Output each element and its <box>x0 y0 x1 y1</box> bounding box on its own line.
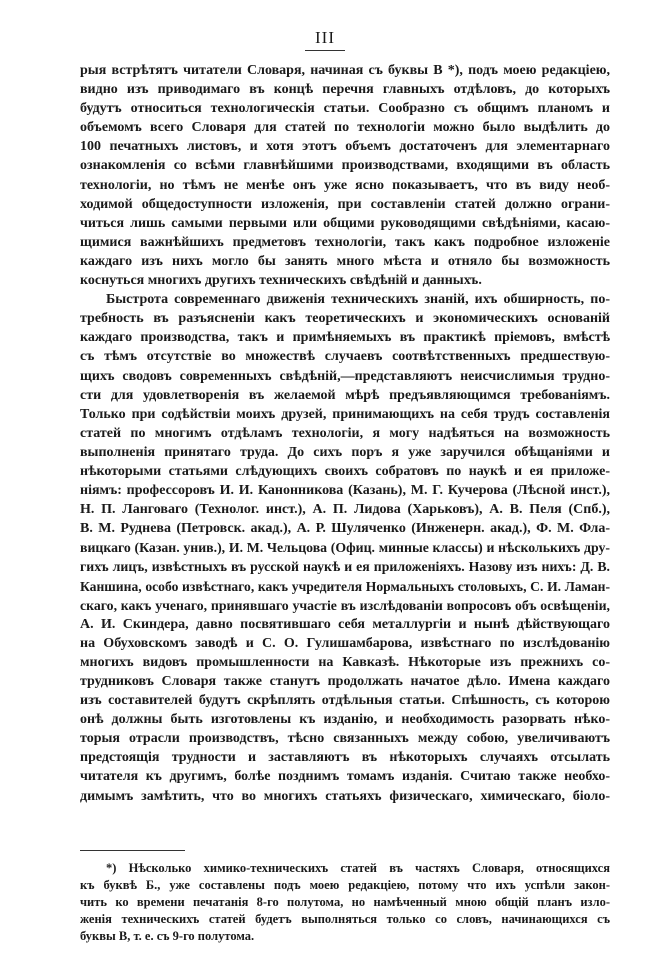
text-line: статей по многимъ отдѣламъ технологіи, я могу надѣяться на возможность <box>80 425 610 441</box>
text-line: на Обуховскомъ заводѣ и С. О. Гулишамбарова, извѣстнаго по изслѣдованію <box>80 635 610 651</box>
text-line: ніямъ: профессоровъ И. И. Канонникова (Казань), М. Г. Кучерова (Лѣсной инст.), <box>80 483 610 499</box>
text-line: Н. П. Ланговаго (Технолог. инст.), А. П. Лидова (Харьковъ), А. В. Пеля (Спб.), <box>80 502 610 518</box>
text-line: требность въ разъясненіи какъ теоретическихъ и экономическихъ основаній <box>80 311 610 327</box>
page-number: III <box>315 28 335 47</box>
text-line: видно изъ приводимаго въ концѣ перечня главныхъ отдѣловъ, до которыхъ <box>80 82 610 98</box>
text-line: технологіи, но тѣмъ не менѣе онъ уже ясно показываетъ, что въ виду необ- <box>80 177 610 193</box>
text-line: гихъ лицъ, извѣстныхъ въ русской наукѣ и ея приложеніяхъ. Назову изъ нихъ: Д. В. <box>80 559 610 575</box>
text-line: рыя встрѣтятъ читатели Словаря, начиная съ буквы В *), подъ моею редакціею, <box>80 63 610 78</box>
text-line: Быстрота современнаго движенія техническихъ знаній, ихъ обширность, по- <box>106 292 610 308</box>
text-line: читься лишь самыми первыми или общими руководящими свѣдѣніями, касаю- <box>80 215 610 231</box>
text-line: выполненія принятаго труда. До сихъ поръ я уже заручился обѣщаніями и <box>80 444 610 460</box>
text-line: объемомъ всего Словаря для статей по технологіи можно было выдѣлить до <box>80 120 610 136</box>
text-line: 100 печатныхъ листовъ, и хотя этотъ объемъ достаточенъ для элементарнаго <box>80 139 610 155</box>
text-line: В. М. Руднева (Петровск. акад.), А. Р. Шуляченко (Инженерн. акад.), Ф. М. Фла- <box>80 521 610 537</box>
footnote-line: чить ко времени печатанія 8-го полутома, но намѣченный мною общій планъ изло- <box>80 895 610 909</box>
text-line: вицкаго (Казан. унив.), И. М. Чельцова (Офиц. минные классы) и нѣсколькихъ дру- <box>80 540 610 556</box>
text-line: Только при содѣйствіи моихъ друзей, принимающихъ на себя трудъ составленія <box>80 406 610 422</box>
footnote <box>80 860 610 945</box>
text-line: каждаго производства, такъ и примѣняемыхъ въ практикѣ пріемовъ, вмѣстѣ <box>80 330 610 346</box>
text-line: онѣ должны быть изготовлены къ изданію, и необходимость разорвать нѣко- <box>80 712 610 728</box>
text-line: съ тѣмъ отсутствіе во множествѣ случаевъ соотвѣтственныхъ предшествую- <box>80 349 610 365</box>
text-line: ходимой общедоступности изложенія, при составленіи статей должно ограни- <box>80 196 610 212</box>
text-line: читателя къ другимъ, болѣе позднимъ томамъ изданія. Считаю также необхо- <box>80 769 610 785</box>
footnote-line: женія техническихъ статей будетъ выполняться только со словъ, начинающихся съ <box>80 912 610 926</box>
page-number-underline <box>305 50 345 51</box>
body-text <box>80 61 610 806</box>
text-line: будутъ относиться технологическія статьи. Сообразно съ общимъ планомъ и <box>80 101 610 117</box>
footnote-line: къ буквѣ Б., уже составлены подъ моею редакціею, потому что ихъ успѣли закон- <box>80 878 610 892</box>
footnote-line: *) Нѣсколько химико-техническихъ статей въ частяхъ Словаря, относящихся <box>106 861 610 875</box>
text-line: предстоящія трудности и заставляютъ въ нѣкоторыхъ случаяхъ отсылать <box>80 750 610 766</box>
footnote-line: буквы В, т. е. съ 9-го полутома. <box>80 929 255 943</box>
text-line: изъ составителей будутъ скрѣплять отдѣльныя статьи. Спѣшность, съ которою <box>80 693 610 709</box>
text-line: нѣкоторыми статьями слѣдующихъ своихъ собратовъ по наукѣ и ея приложе- <box>80 463 610 479</box>
text-line: каждаго изъ нихъ могло бы занять много мѣста и отняло бы возможность <box>80 253 610 269</box>
text-line: скаго, какъ ученаго, принявшаго участіе въ изслѣдованіи вопросовъ объ освѣщеніи, <box>80 597 610 613</box>
text-line: ознакомленія со всѣми главнѣйшими производствами, входящими въ область <box>80 158 610 174</box>
text-line: щимися важнѣйшихъ предметовъ технологіи, такъ какъ подробное изложеніе <box>80 234 610 250</box>
text-line: торыя отрасли производствъ, тѣсно связанныхъ между собою, увеличиваютъ <box>80 731 610 747</box>
text-line: А. И. Скиндера, давно посвятившаго себя металлургіи и нынѣ дѣйствующаго <box>80 616 610 632</box>
text-line: коснуться многихъ другихъ техническихъ свѣдѣній и данныхъ. <box>80 273 482 289</box>
text-line: многихъ видовъ промышленности на Кавказѣ. Нѣкоторые изъ прежнихъ со- <box>80 654 610 670</box>
text-line: щихъ сводовъ современныхъ свѣдѣній,—представляютъ неисчислимыя трудно- <box>80 368 610 384</box>
text-line: трудниковъ Словаря также станутъ продолжать начатое дѣло. Имена каждаго <box>80 674 610 689</box>
text-line: Каншина, особо извѣстнаго, какъ учредителя Нормальныхъ столовыхъ, С. И. Ламан- <box>80 578 610 594</box>
footnote-divider <box>80 850 185 851</box>
text-line: сти для удовлетворенія въ желаемой мѣрѣ предъявляющимся требованіямъ. <box>80 387 610 403</box>
text-line: димымъ замѣтить, что во многихъ статьяхъ физическаго, химическаго, біоло- <box>80 788 610 804</box>
